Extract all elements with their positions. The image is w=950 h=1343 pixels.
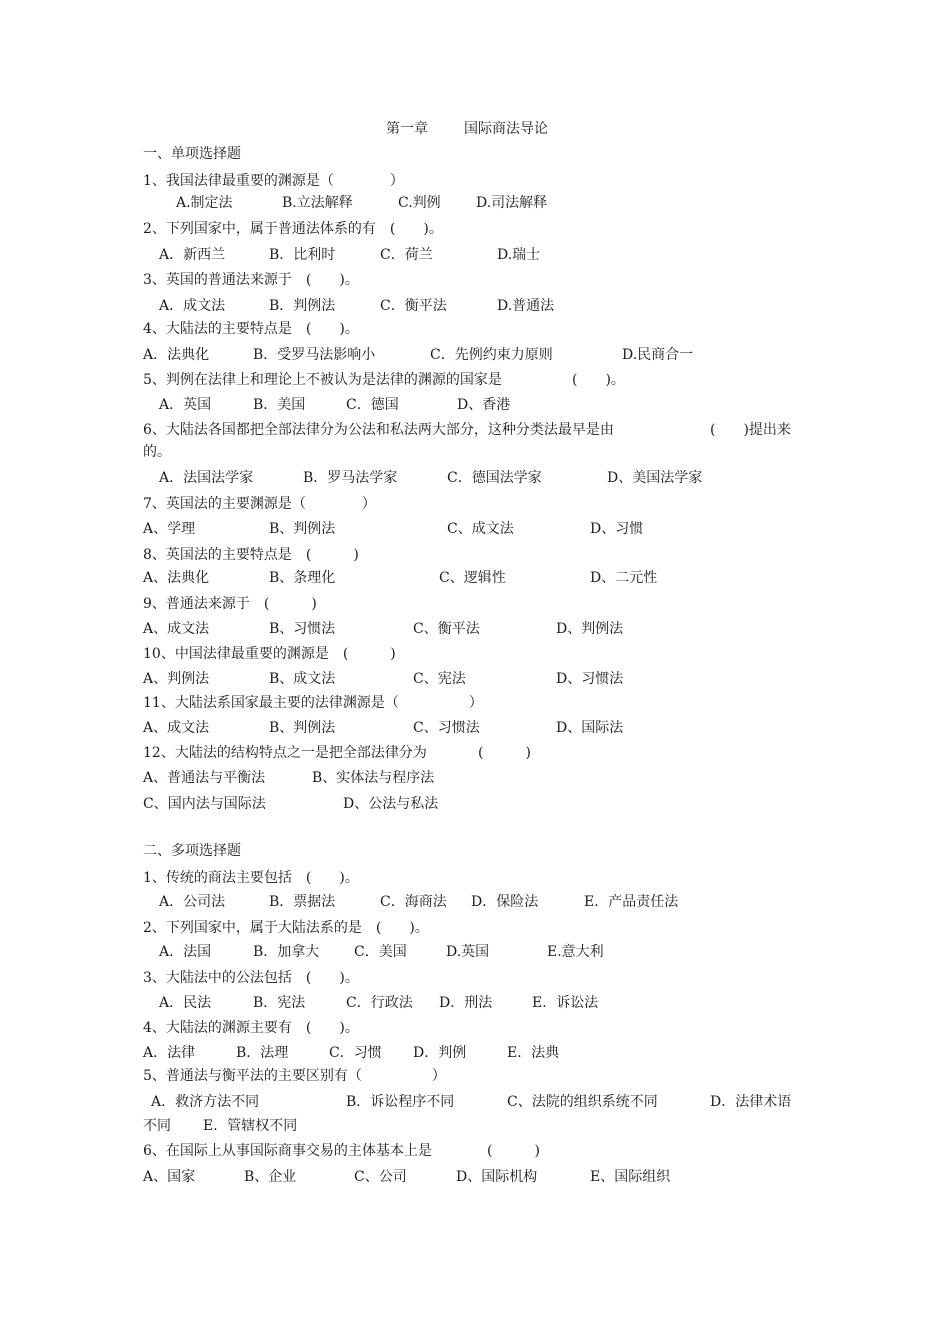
option-c: C．荷兰 — [380, 247, 433, 263]
option-d: D.英国 — [446, 944, 490, 960]
option-a: A．成文法 — [159, 298, 226, 314]
option-d: D.民商合一 — [622, 347, 694, 363]
option-b: B．比利时 — [269, 247, 336, 263]
question-2: 2、下列国家中，属于普通法体系的有 ( )。 — [143, 221, 443, 237]
option-b: B、实体法与程序法 — [312, 770, 435, 786]
option-b: B.立法解释 — [282, 195, 353, 211]
option-a: A、法典化 — [143, 570, 210, 586]
option-b: B．罗马法学家 — [303, 470, 398, 486]
option-a: A.制定法 — [176, 195, 233, 211]
option-b: B．宪法 — [253, 995, 306, 1011]
option-b: B．加拿大 — [253, 944, 320, 960]
option-d: D、习惯 — [590, 521, 644, 537]
option-d: D.司法解释 — [476, 195, 548, 211]
question-8: 8、英国法的主要特点是 ( ) — [143, 547, 359, 563]
option-c: C、国内法与国际法 — [143, 796, 266, 812]
option-a: A．公司法 — [159, 894, 226, 910]
option-a: A．法律 — [143, 1045, 196, 1061]
question-2: 2、下列国家中，属于大陆法系的是 ( )。 — [143, 920, 429, 936]
option-a: A、成文法 — [143, 621, 210, 637]
option-c: C、衡平法 — [413, 621, 480, 637]
answer-blank: ( )提出来 — [710, 422, 791, 438]
option-a: A．民法 — [159, 995, 212, 1011]
question-1: 1、我国法律最重要的渊源是（ ） — [143, 173, 404, 189]
option-c: C．行政法 — [346, 995, 413, 1011]
option-a: A．新西兰 — [159, 247, 226, 263]
question-1: 1、传统的商法主要包括 ( )。 — [143, 870, 359, 886]
option-b: B．判例法 — [269, 298, 336, 314]
option-e: E．管辖权不同 — [203, 1118, 298, 1134]
option-a: A、普通法与平衡法 — [143, 770, 266, 786]
section-heading-multiple-choice: 二、多项选择题 — [143, 843, 241, 859]
option-e: E．产品责任法 — [584, 894, 679, 910]
option-c: C．习惯 — [329, 1045, 382, 1061]
option-c: C．先例约束力原则 — [430, 347, 553, 363]
option-a: A．法国法学家 — [159, 470, 254, 486]
option-d: D、国际机构 — [456, 1169, 538, 1185]
question-5: 5、普通法与衡平法的主要区别有（ ） — [143, 1068, 446, 1084]
section-heading-single-choice: 一、单项选择题 — [143, 146, 241, 162]
option-e: E.意大利 — [547, 944, 604, 960]
option-d: D、美国法学家 — [607, 470, 703, 486]
option-a: A、国家 — [143, 1169, 196, 1185]
answer-blank: ( ) — [487, 1143, 540, 1159]
option-b: B、成文法 — [269, 671, 336, 687]
answer-blank: ( )。 — [572, 372, 625, 388]
option-d: D．法律术语 — [710, 1094, 792, 1110]
option-d: D、习惯法 — [556, 671, 624, 687]
option-a: A．法典化 — [143, 347, 210, 363]
option-b: B、企业 — [244, 1169, 297, 1185]
option-a: A．英国 — [159, 397, 212, 413]
option-b: B．法理 — [236, 1045, 289, 1061]
option-c: C．衡平法 — [380, 298, 447, 314]
option-d: D.瑞士 — [497, 247, 541, 263]
question-6: 6、在国际上从事国际商事交易的主体基本上是 — [143, 1143, 432, 1159]
question-4: 4、大陆法的主要特点是 ( )。 — [143, 321, 359, 337]
option-e: E．法典 — [507, 1045, 560, 1061]
option-d: D．保险法 — [471, 894, 539, 910]
option-c: C、习惯法 — [413, 720, 480, 736]
question-3: 3、大陆法中的公法包括 ( )。 — [143, 970, 359, 986]
option-b: B、判例法 — [269, 720, 336, 736]
chapter-title — [386, 120, 548, 138]
option-c: C、成文法 — [447, 521, 514, 537]
option-a: A、学理 — [143, 521, 196, 537]
option-d: D．判例 — [413, 1045, 467, 1061]
option-e: E．诉讼法 — [532, 995, 599, 1011]
option-c: C、法院的组织系统不同 — [507, 1094, 658, 1110]
option-c: C、宪法 — [413, 671, 466, 687]
question-9: 9、普通法来源于 ( ) — [143, 596, 317, 612]
option-b: B．诉讼程序不同 — [346, 1094, 455, 1110]
question-10: 10、中国法律最重要的渊源是 ( ) — [143, 646, 396, 662]
option-c: C．美国 — [354, 944, 407, 960]
question-3: 3、英国的普通法来源于 ( )。 — [143, 272, 359, 288]
option-d: D.普通法 — [497, 298, 555, 314]
option-a: A、判例法 — [143, 671, 210, 687]
question-12: 12、大陆法的结构特点之一是把全部法律分为 — [143, 745, 427, 761]
option-a: A．救济方法不同 — [151, 1094, 260, 1110]
question-6: 6、大陆法各国都把全部法律分为公法和私法两大部分，这种分类法最早是由 — [143, 422, 614, 438]
option-b: B．美国 — [253, 397, 306, 413]
option-e: E、国际组织 — [590, 1169, 671, 1185]
answer-blank: ( ) — [478, 745, 531, 761]
option-c: C.判例 — [398, 195, 441, 211]
option-d: D、香港 — [457, 397, 511, 413]
option-b: B、习惯法 — [269, 621, 336, 637]
question-6-continued: 的。 — [143, 444, 171, 460]
option-d: D、判例法 — [556, 621, 624, 637]
option-c: C．德国法学家 — [447, 470, 542, 486]
option-a: A．法国 — [159, 944, 212, 960]
question-11: 11、大陆法系国家最主要的法律渊源是（ ） — [143, 695, 483, 711]
option-c: C、逻辑性 — [439, 570, 506, 586]
option-c: C、公司 — [354, 1169, 407, 1185]
option-c: C．海商法 — [380, 894, 447, 910]
chapter-number: 第一章 — [386, 121, 428, 137]
option-b: B、判例法 — [269, 521, 336, 537]
option-d-continued: 不同 — [143, 1118, 171, 1134]
option-d: D．刑法 — [439, 995, 493, 1011]
chapter-name: 国际商法导论 — [464, 121, 548, 137]
option-b: B．受罗马法影响小 — [253, 347, 376, 363]
option-d: D、二元性 — [590, 570, 658, 586]
question-5: 5、判例在法律上和理论上不被认为是法律的渊源的国家是 — [143, 372, 502, 388]
option-d: D、国际法 — [556, 720, 624, 736]
option-d: D、公法与私法 — [343, 796, 439, 812]
question-4: 4、大陆法的渊源主要有 ( )。 — [143, 1020, 359, 1036]
option-b: B、条理化 — [269, 570, 336, 586]
option-a: A、成文法 — [143, 720, 210, 736]
option-c: C．德国 — [346, 397, 399, 413]
question-7: 7、英国法的主要渊源是（ ） — [143, 496, 376, 512]
option-b: B．票据法 — [269, 894, 336, 910]
